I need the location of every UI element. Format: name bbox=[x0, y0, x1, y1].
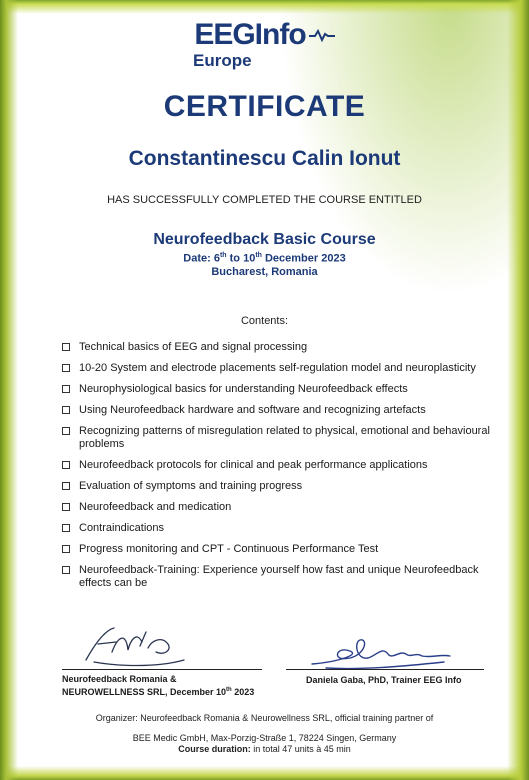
checkbox-icon bbox=[62, 461, 70, 469]
contents-item-text: Using Neurofeedback hardware and software and recognizing artefacts bbox=[79, 404, 426, 416]
course-name: Neurofeedback Basic Course bbox=[153, 231, 376, 248]
checkbox-icon bbox=[62, 482, 70, 490]
checkbox-icon bbox=[62, 385, 70, 393]
contents-item-text: Evaluation of symptoms and training progress bbox=[79, 480, 303, 492]
contents-heading: Contents: bbox=[240, 315, 289, 327]
address-text: BEE Medic GmbH, Max-Porzig-Straße 1, 78224 Singen, Germany bbox=[132, 733, 397, 743]
checkbox-icon bbox=[62, 406, 70, 414]
contents-item-text: Technical basics of EEG and signal processing bbox=[79, 341, 308, 353]
right-signature bbox=[306, 628, 456, 674]
contents-item-text: Neurofeedback and medication bbox=[79, 501, 232, 513]
left-signature-caption: Neurofeedback Romania & NEUROWELLNESS SRL, December 10th 2023 bbox=[62, 674, 255, 697]
checkbox-icon bbox=[62, 364, 70, 372]
completion-statement: HAS SUCCESSFULLY COMPLETED THE COURSE ENTITLED bbox=[107, 194, 422, 206]
eeginfo-logo bbox=[0, 18, 529, 70]
course-duration: Course duration: in total 47 units à 45 min bbox=[178, 744, 351, 754]
organizer-text: Organizer: Neurofeedback Romania & Neurowellness SRL, official training partner of bbox=[95, 713, 434, 723]
contents-item-text: Neurofeedback protocols for clinical and peak performance applications bbox=[79, 459, 428, 471]
contents-item-text: Contraindications bbox=[79, 522, 164, 534]
checkbox-icon bbox=[62, 566, 70, 574]
wave-icon bbox=[309, 28, 335, 42]
course-date-location bbox=[0, 249, 529, 279]
checkbox-icon bbox=[62, 545, 70, 553]
contents-item-text: Neurofeedback-Training: Experience yourself how fast and unique Neurofeedback effects can be bbox=[79, 564, 479, 589]
logo-main-text: EEGInfo bbox=[194, 18, 306, 51]
left-signature-line bbox=[62, 669, 262, 670]
logo-sub-text: Europe bbox=[193, 51, 252, 70]
checkbox-icon bbox=[62, 524, 70, 532]
left-signature bbox=[76, 622, 196, 672]
right-signature-line bbox=[286, 669, 484, 670]
course-location: Bucharest, Romania bbox=[211, 265, 318, 278]
course-date: Date: 6th to 10th December 2023 bbox=[183, 252, 346, 265]
logo-wordmark bbox=[194, 20, 334, 50]
right-signature-caption: Daniela Gaba, PhD, Trainer EEG Info bbox=[306, 675, 462, 685]
checkbox-icon bbox=[62, 343, 70, 351]
checkbox-icon bbox=[62, 427, 70, 435]
contents-item-text: Progress monitoring and CPT - Continuous Performance Test bbox=[79, 543, 379, 555]
checkbox-icon bbox=[62, 503, 70, 511]
contents-item-text: 10-20 System and electrode placements self-regulation model and neuroplasticity bbox=[79, 362, 476, 374]
certificate-title: CERTIFICATE bbox=[163, 90, 366, 123]
contents-item-text: Neurophysiological basics for understanding Neurofeedback effects bbox=[79, 383, 408, 395]
recipient-name: Constantinescu Calin Ionut bbox=[128, 147, 401, 170]
contents-item-text: Recognizing patterns of misregulation related to physical, emotional and behavioural problems bbox=[79, 425, 490, 450]
